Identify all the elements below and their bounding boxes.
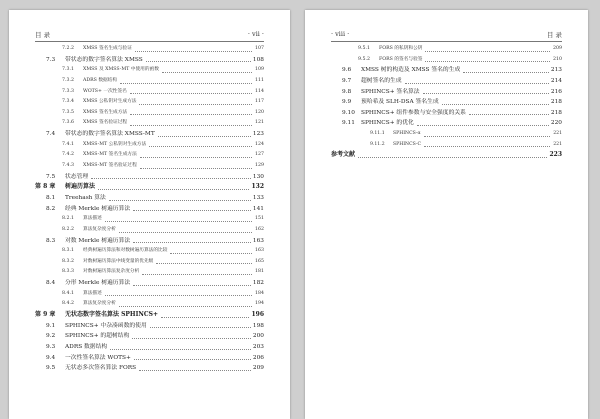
toc-entry[interactable] xyxy=(331,140,562,151)
dot-leader xyxy=(150,327,251,328)
toc-entry-label xyxy=(62,257,153,268)
dot-leader xyxy=(423,93,549,94)
toc-entry-page-number: 107 xyxy=(255,45,264,51)
dot-leader xyxy=(135,51,252,52)
toc-entry[interactable] xyxy=(35,321,264,332)
toc-entry-number: 9.5.2 xyxy=(358,56,370,62)
dot-leader xyxy=(130,125,252,126)
toc-entry-page-number: 181 xyxy=(255,269,264,275)
toc-entry-title: WOTS+ 一次性签名 xyxy=(83,88,127,94)
dot-leader xyxy=(405,83,549,84)
toc-entry-number: 8.2.2 xyxy=(62,226,74,232)
toc-entry-title: SPHINCS+ 的优化 xyxy=(361,120,414,127)
toc-entry-label xyxy=(342,118,414,129)
toc-entry-number: 9.8 xyxy=(342,88,352,95)
toc-entry-label xyxy=(62,97,136,108)
dot-leader xyxy=(162,72,252,73)
dot-leader xyxy=(120,83,252,84)
toc-entry-page-number: 220 xyxy=(550,120,562,127)
toc-entry-title: 无状态多次签名算法 FORS xyxy=(65,365,137,372)
toc-entry-label xyxy=(358,55,422,66)
toc-entry-page-number: 182 xyxy=(252,280,264,287)
toc-entry[interactable] xyxy=(35,204,264,215)
dot-leader xyxy=(358,157,547,158)
toc-entry[interactable] xyxy=(35,161,264,172)
toc-entry-page-number: 123 xyxy=(252,131,264,138)
toc-entry[interactable] xyxy=(331,129,562,140)
toc-entry-page-number: 210 xyxy=(553,56,562,62)
toc-entry-label xyxy=(46,129,155,140)
toc-entry[interactable] xyxy=(35,363,264,374)
toc-entry-label xyxy=(46,193,106,204)
toc-entry[interactable] xyxy=(35,236,264,247)
dot-leader xyxy=(170,253,252,254)
toc-entry[interactable] xyxy=(35,299,264,310)
toc-entry-number: 7.3.3 xyxy=(62,88,74,94)
toc-entry-number: 9.4 xyxy=(46,354,56,361)
toc-entry-page-number: 121 xyxy=(255,120,264,126)
toc-page-left xyxy=(9,10,290,419)
dot-leader xyxy=(424,146,550,147)
toc-list-left xyxy=(35,44,264,374)
toc-entry[interactable] xyxy=(331,97,562,108)
dot-leader xyxy=(105,221,252,222)
toc-entry-page-number: 221 xyxy=(553,131,562,137)
toc-entry-title: 算法复杂度分析 xyxy=(83,301,116,307)
dot-leader xyxy=(134,359,251,360)
toc-entry-title: XMSS-MT 签名验证过程 xyxy=(83,163,137,169)
toc-entry-label xyxy=(62,150,137,161)
toc-entry-title: 带状态的数字签名算法 XMSS-MT xyxy=(65,131,155,138)
toc-entry[interactable] xyxy=(35,87,264,98)
dot-leader xyxy=(158,136,251,137)
toc-entry-page-number: 109 xyxy=(255,67,264,73)
toc-entry-title: 对数 Merkle 树遍历算法 xyxy=(65,237,131,244)
toc-entry-number: 9.3 xyxy=(46,343,56,350)
toc-entry-title: 对数树遍历算法复杂度分析 xyxy=(83,269,140,275)
toc-entry-number: 9.11.1 xyxy=(370,131,385,137)
toc-entry-title: 带状态的数字签名算法 XMSS xyxy=(65,56,143,63)
toc-entry-label xyxy=(46,363,136,374)
toc-entry-page-number: 151 xyxy=(255,216,264,222)
toc-entry-title: 对数树遍历算法中线变量的优先级 xyxy=(83,258,154,264)
toc-entry-title: SPHINCS+ 中杂凑函数的使用 xyxy=(65,322,147,329)
toc-entry-label xyxy=(62,140,146,151)
toc-entry-number: 9.11 xyxy=(342,120,355,127)
toc-entry-number: 7.5 xyxy=(46,173,56,180)
dot-leader xyxy=(425,61,550,62)
dot-leader xyxy=(139,370,251,371)
toc-entry-page-number: 213 xyxy=(550,67,562,74)
toc-entry-number: 9.10 xyxy=(342,109,355,116)
dot-leader xyxy=(109,200,251,201)
toc-entry[interactable] xyxy=(35,97,264,108)
toc-entry-title: XMSS 及 XMSS-MT 中使用的函数 xyxy=(83,67,159,73)
toc-entry-label xyxy=(331,150,355,161)
toc-entry[interactable] xyxy=(35,342,264,353)
toc-entry-label xyxy=(35,182,95,193)
toc-entry-page-number: 111 xyxy=(255,77,264,83)
toc-entry-label xyxy=(62,267,139,278)
toc-entry-page-number: 223 xyxy=(549,151,562,159)
toc-entry-number: 8.3 xyxy=(46,237,56,244)
toc-entry-label xyxy=(62,161,137,172)
toc-entry-title: SPHINCS-C xyxy=(393,141,421,147)
toc-entry-label xyxy=(46,172,88,183)
dot-leader xyxy=(133,210,251,211)
toc-entry-number: 9.2 xyxy=(46,333,56,340)
toc-entry-number: 9.11.2 xyxy=(370,141,385,147)
toc-entry-label xyxy=(46,55,143,66)
toc-entry-page-number: 127 xyxy=(255,152,264,158)
toc-entry-page-number: 184 xyxy=(255,290,264,296)
toc-entry-label xyxy=(342,87,420,98)
header-rule xyxy=(331,41,562,42)
toc-entry-title: XMSS 树的构造及 XMSS 签名的生成 xyxy=(361,67,461,74)
toc-entry-page-number: 218 xyxy=(550,109,562,116)
toc-entry-page-number: 221 xyxy=(553,141,562,147)
dot-leader xyxy=(425,51,550,52)
toc-entry-number: 9.1 xyxy=(46,322,56,329)
toc-entry-page-number: 196 xyxy=(251,311,264,318)
toc-entry[interactable] xyxy=(35,225,264,236)
toc-entry-label xyxy=(370,140,421,151)
toc-entry-page-number: 108 xyxy=(252,56,264,63)
dot-leader xyxy=(133,285,251,286)
dot-leader xyxy=(110,349,251,350)
dot-leader xyxy=(161,317,249,318)
toc-entry[interactable] xyxy=(35,108,264,119)
toc-entry-label xyxy=(62,289,102,300)
toc-entry-page-number: 117 xyxy=(255,99,264,105)
dot-leader xyxy=(146,61,251,62)
toc-entry-number: 8.4.1 xyxy=(62,290,74,296)
toc-entry[interactable] xyxy=(35,353,264,364)
toc-entry-title: XMSS 公私钥对生成方法 xyxy=(83,99,137,105)
toc-entry-page-number: 163 xyxy=(255,248,264,254)
toc-entry-title: 超树签名的生成 xyxy=(361,77,402,84)
toc-entry-title: SPHINCS-α xyxy=(393,131,421,137)
toc-entry[interactable] xyxy=(35,310,264,321)
dot-leader xyxy=(156,263,252,264)
toc-entry[interactable] xyxy=(331,118,562,129)
dot-leader xyxy=(417,125,549,126)
dot-leader xyxy=(132,338,251,339)
dot-leader xyxy=(140,157,252,158)
toc-entry-number: 第 8 章 xyxy=(35,183,56,191)
toc-entry[interactable] xyxy=(35,55,264,66)
dot-leader xyxy=(133,242,251,243)
toc-page-right xyxy=(305,10,588,419)
header-title: 目 录 xyxy=(546,31,562,39)
toc-entry-label xyxy=(46,342,107,353)
page-header xyxy=(35,30,264,41)
toc-entry-number: 7.4.1 xyxy=(62,141,74,147)
toc-entry-label xyxy=(342,97,439,108)
toc-entry-label xyxy=(62,225,116,236)
toc-entry-number: 9.7 xyxy=(342,77,352,84)
toc-entry-page-number: 132 xyxy=(251,183,264,191)
toc-entry[interactable] xyxy=(35,44,264,55)
toc-entry-title: XMSS 签名验证过程 xyxy=(83,120,128,126)
toc-entry[interactable] xyxy=(35,267,264,278)
toc-entry-number: 7.4.2 xyxy=(62,152,74,158)
dot-leader xyxy=(98,189,249,190)
toc-entry-page-number: 163 xyxy=(252,237,264,244)
toc-entry-number: 7.3.1 xyxy=(62,67,74,73)
toc-entry-label xyxy=(62,87,127,98)
toc-entry[interactable] xyxy=(35,129,264,140)
dot-leader xyxy=(130,114,252,115)
toc-entry-label xyxy=(46,278,130,289)
dot-leader xyxy=(105,295,252,296)
toc-entry[interactable] xyxy=(35,289,264,300)
header-rule xyxy=(35,41,264,42)
toc-entry-number: 9.5.1 xyxy=(358,45,370,51)
dot-leader xyxy=(149,146,252,147)
toc-entry[interactable] xyxy=(331,65,562,76)
toc-entry-page-number: 200 xyxy=(252,333,264,340)
toc-entry-label xyxy=(62,246,167,257)
toc-entry[interactable] xyxy=(35,246,264,257)
toc-entry-number: 7.2.2 xyxy=(62,45,74,51)
dot-leader xyxy=(91,178,251,179)
toc-entry-title: XMSS 签名生成方法 xyxy=(83,109,128,115)
toc-entry-number: 8.1 xyxy=(46,194,56,201)
toc-entry-title: SPHINCS+ 的超树结构 xyxy=(65,333,130,340)
toc-entry-page-number: 218 xyxy=(550,99,562,106)
toc-entry[interactable] xyxy=(331,108,562,119)
dot-leader xyxy=(424,136,550,137)
toc-entry-label xyxy=(46,331,129,342)
toc-entry-label xyxy=(46,353,131,364)
toc-entry-number: 7.3 xyxy=(46,56,56,63)
toc-entry[interactable] xyxy=(35,65,264,76)
toc-entry-number: 8.3.3 xyxy=(62,269,74,275)
toc-entry-label xyxy=(62,44,132,55)
toc-entry-page-number: 165 xyxy=(255,258,264,264)
dot-leader xyxy=(130,93,252,94)
toc-entry-title: FORS 的签名与验签 xyxy=(379,56,423,62)
toc-entry-title: 一次性签名算法 WOTS+ xyxy=(65,354,131,361)
toc-entry-label xyxy=(62,108,127,119)
toc-entry-number: 8.2.1 xyxy=(62,216,74,222)
toc-entry-page-number: 120 xyxy=(255,109,264,115)
dot-leader xyxy=(119,306,252,307)
toc-entry-label xyxy=(342,65,460,76)
toc-entry-number: 8.3.2 xyxy=(62,258,74,264)
toc-entry-page-number: 162 xyxy=(255,226,264,232)
toc-entry-label xyxy=(35,310,158,321)
toc-entry[interactable] xyxy=(35,214,264,225)
toc-entry-title: SPHINCS+ 组件参数与安全强度的关系 xyxy=(361,109,466,116)
toc-entry-number: 7.3.4 xyxy=(62,99,74,105)
toc-entry-page-number: 198 xyxy=(252,322,264,329)
toc-entry-number: 8.4.2 xyxy=(62,301,74,307)
toc-entry-page-number: 129 xyxy=(255,163,264,169)
header-page-number: · vii · xyxy=(247,30,264,38)
toc-entry-label xyxy=(62,76,117,87)
toc-entry[interactable] xyxy=(35,118,264,129)
dot-leader xyxy=(442,104,549,105)
toc-entry[interactable] xyxy=(35,257,264,268)
toc-entry-label xyxy=(342,108,466,119)
toc-entry-number: 9.5 xyxy=(46,365,56,372)
toc-entry[interactable] xyxy=(35,140,264,151)
header-page-number: · viii · xyxy=(331,30,350,38)
toc-entry-title: 算法描述 xyxy=(83,290,102,296)
toc-entry-number: 7.4 xyxy=(46,131,56,138)
dot-leader xyxy=(119,232,252,233)
toc-entry-title: SPHINCS+ 签名算法 xyxy=(361,88,420,95)
toc-entry-title: 经典 Merkle 树遍历算法 xyxy=(65,205,131,212)
toc-entry-title: XMSS-MT 公私钥对生成方法 xyxy=(83,141,147,147)
toc-entry-page-number: 194 xyxy=(255,301,264,307)
toc-entry-page-number: 206 xyxy=(252,354,264,361)
toc-entry-number: 9.6 xyxy=(342,67,352,74)
toc-entry[interactable] xyxy=(331,76,562,87)
toc-entry-page-number: 216 xyxy=(550,88,562,95)
toc-entry-label xyxy=(62,65,159,76)
toc-entry-page-number: 130 xyxy=(252,173,264,180)
toc-list-right xyxy=(331,44,562,161)
toc-entry-title: 预哈希及 SLH-DSA 签名生成 xyxy=(361,99,439,106)
toc-entry[interactable] xyxy=(35,278,264,289)
dot-leader xyxy=(142,274,252,275)
toc-entry-title: ADRS 数据结构 xyxy=(83,77,118,83)
toc-entry[interactable] xyxy=(35,331,264,342)
toc-entry-title: 算法复杂度分析 xyxy=(83,226,116,232)
toc-entry-title: 状态管理 xyxy=(65,173,89,180)
toc-entry-number: 7.3.5 xyxy=(62,109,74,115)
toc-entry-title: 算法描述 xyxy=(83,216,102,222)
toc-entry-title: XMSS 签名生成与验证 xyxy=(83,45,132,51)
toc-entry-title: XMSS-MT 签名生成方法 xyxy=(83,152,137,158)
toc-entry-number: 7.4.3 xyxy=(62,163,74,169)
dot-leader xyxy=(140,168,252,169)
toc-entry-label xyxy=(62,118,127,129)
toc-entry-label xyxy=(62,214,102,225)
toc-entry-number: 8.2 xyxy=(46,205,56,212)
toc-entry[interactable] xyxy=(35,182,264,193)
toc-entry-page-number: 209 xyxy=(553,45,562,51)
toc-entry-number: 第 9 章 xyxy=(35,311,56,318)
toc-entry-label xyxy=(46,321,147,332)
dot-leader xyxy=(469,114,549,115)
toc-entry-label xyxy=(46,236,130,247)
toc-entry-title: 经典树遍历算法和对数树遍历算法的比较 xyxy=(83,248,168,254)
toc-entry-page-number: 214 xyxy=(550,77,562,84)
toc-entry-title: FORS 的私钥和公钥 xyxy=(379,45,423,51)
toc-entry[interactable] xyxy=(331,87,562,98)
header-title: 目 录 xyxy=(35,31,51,39)
dot-leader xyxy=(463,72,549,73)
toc-entry-page-number: 114 xyxy=(255,88,264,94)
toc-entry[interactable] xyxy=(331,44,562,55)
toc-entry-label xyxy=(370,129,421,140)
toc-entry[interactable] xyxy=(331,55,562,66)
toc-entry-title: 参考文献 xyxy=(331,151,356,159)
toc-entry-number: 8.4 xyxy=(46,280,56,287)
toc-entry-page-number: 141 xyxy=(252,205,264,212)
toc-entry[interactable] xyxy=(35,150,264,161)
toc-entry-page-number: 209 xyxy=(252,365,264,372)
toc-entry-label xyxy=(342,76,402,87)
toc-entry-label xyxy=(46,204,130,215)
toc-entry-title: Treehash 算法 xyxy=(65,194,106,201)
toc-entry-number: 9.9 xyxy=(342,99,352,106)
toc-entry[interactable] xyxy=(35,193,264,204)
dot-leader xyxy=(139,104,252,105)
toc-entry-label xyxy=(62,299,116,310)
toc-entry[interactable] xyxy=(35,172,264,183)
toc-entry-title: 无状态数字签名算法 SPHINCS+ xyxy=(65,311,159,318)
toc-entry-page-number: 133 xyxy=(252,194,264,201)
toc-entry-title: 树遍历算法 xyxy=(65,183,96,191)
toc-entry-page-number: 124 xyxy=(255,141,264,147)
toc-entry-title: 分形 Merkle 树遍历算法 xyxy=(65,280,131,287)
page-header xyxy=(331,30,562,41)
toc-entry-page-number: 203 xyxy=(252,343,264,350)
toc-entry-title: ADRS 数据结构 xyxy=(65,343,108,350)
toc-entry[interactable] xyxy=(331,150,562,161)
toc-entry[interactable] xyxy=(35,76,264,87)
toc-entry-label xyxy=(358,44,422,55)
toc-entry-number: 8.3.1 xyxy=(62,248,74,254)
toc-entry-number: 7.3.2 xyxy=(62,77,74,83)
toc-entry-number: 7.3.6 xyxy=(62,120,74,126)
